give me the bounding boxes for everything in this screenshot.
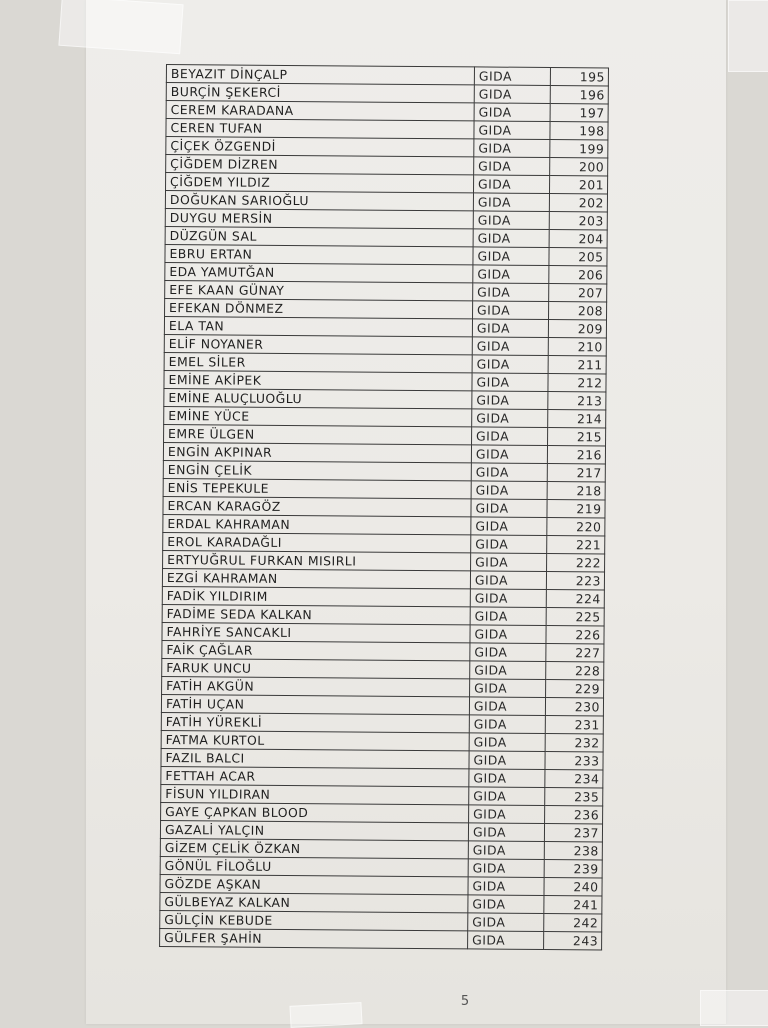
name-cell: ELA TAN	[164, 316, 472, 336]
tape-strip-top-right	[728, 0, 768, 72]
name-cell: EMRE ÜLGEN	[164, 424, 472, 444]
department-cell: GIDA	[468, 931, 544, 950]
number-cell: 215	[548, 428, 606, 446]
department-cell: GIDA	[471, 445, 547, 464]
name-cell: EMİNE ALUÇLUOĞLU	[164, 388, 472, 408]
department-cell: GIDA	[473, 211, 549, 230]
number-cell: 212	[548, 374, 606, 392]
number-cell: 202	[549, 194, 607, 212]
number-cell: 229	[546, 680, 604, 698]
number-cell: 223	[546, 572, 604, 590]
roster-table-body	[160, 65, 609, 950]
name-cell: EFEKAN DÖNMEZ	[165, 298, 473, 318]
name-cell: ERTYUĞRUL FURKAN MISIRLI	[163, 550, 471, 570]
name-cell: GÖNÜL FİLOĞLU	[160, 856, 468, 876]
number-cell: 225	[546, 608, 604, 626]
number-cell: 232	[545, 733, 603, 751]
department-cell: GIDA	[471, 481, 547, 500]
name-cell: ELİF NOYANER	[164, 334, 472, 354]
name-cell: EBRU ERTAN	[165, 244, 473, 264]
number-cell: 196	[550, 86, 608, 104]
number-cell: 217	[547, 464, 605, 482]
department-cell: GIDA	[472, 355, 548, 374]
department-cell: GIDA	[473, 301, 549, 320]
name-cell: FATİH AKGÜN	[162, 676, 470, 696]
department-cell: GIDA	[473, 229, 549, 248]
number-cell: 220	[547, 518, 605, 536]
number-cell: 222	[547, 554, 605, 572]
name-cell: CEREN TUFAN	[166, 119, 474, 139]
number-cell: 199	[550, 140, 608, 158]
name-cell: DÜZGÜN SAL	[165, 226, 473, 246]
number-cell: 241	[544, 895, 602, 913]
number-cell: 228	[546, 662, 604, 680]
number-cell: 195	[550, 68, 608, 86]
department-cell: GIDA	[470, 625, 546, 644]
tape-strip-bottom-right	[700, 990, 768, 1026]
name-cell: FAHRİYE SANCAKLI	[162, 622, 470, 642]
roster-table	[159, 64, 609, 950]
department-cell: GIDA	[472, 319, 548, 338]
department-cell: GIDA	[469, 805, 545, 824]
department-cell: GIDA	[474, 103, 550, 122]
name-cell: EMİNE YÜCE	[164, 406, 472, 426]
number-cell: 203	[549, 212, 607, 230]
number-cell: 209	[548, 320, 606, 338]
department-cell: GIDA	[468, 895, 544, 914]
name-cell: FATMA KURTOL	[161, 730, 469, 750]
department-cell: GIDA	[470, 589, 546, 608]
number-cell: 227	[546, 644, 604, 662]
department-cell: GIDA	[473, 283, 549, 302]
department-cell: GIDA	[471, 463, 547, 482]
department-cell: GIDA	[470, 607, 546, 626]
number-cell: 216	[547, 446, 605, 464]
department-cell: GIDA	[469, 715, 545, 734]
name-cell: EDA YAMUTĞAN	[165, 262, 473, 282]
department-cell: GIDA	[471, 553, 547, 572]
number-cell: 210	[548, 338, 606, 356]
number-cell: 221	[547, 536, 605, 554]
department-cell: GIDA	[472, 409, 548, 428]
department-cell: GIDA	[473, 175, 549, 194]
number-cell: 219	[547, 500, 605, 518]
name-cell: FETTAH ACAR	[161, 766, 469, 786]
number-cell: 238	[544, 841, 602, 859]
name-cell: CEREM KARADANA	[166, 101, 474, 121]
name-cell: BEYAZIT DİNÇALP	[166, 65, 474, 85]
department-cell: GIDA	[474, 157, 550, 176]
number-cell: 204	[549, 230, 607, 248]
tape-strip-bottom-left	[289, 1002, 362, 1028]
name-cell: EMİNE AKİPEK	[164, 370, 472, 390]
name-cell: ERDAL KAHRAMAN	[163, 514, 471, 534]
name-cell: FATİH YÜREKLİ	[161, 712, 469, 732]
name-cell: FAZIL BALCI	[161, 748, 469, 768]
number-cell: 208	[549, 302, 607, 320]
department-cell: GIDA	[469, 733, 545, 752]
number-cell: 218	[547, 482, 605, 500]
number-cell: 213	[548, 392, 606, 410]
page-number: 5	[460, 994, 470, 1009]
department-cell: GIDA	[472, 337, 548, 356]
number-cell: 235	[545, 787, 603, 805]
department-cell: GIDA	[470, 679, 546, 698]
name-cell: ÇİĞDEM DİZREN	[166, 155, 474, 175]
number-cell: 242	[544, 913, 602, 931]
name-cell: GÜLFER ŞAHİN	[160, 928, 468, 948]
name-cell: EFE KAAN GÜNAY	[165, 280, 473, 300]
name-cell: GİZEM ÇELİK ÖZKAN	[160, 838, 468, 858]
department-cell: GIDA	[473, 247, 549, 266]
number-cell: 239	[544, 859, 602, 877]
name-cell: ÇİĞDEM YILDIZ	[166, 173, 474, 193]
tape-strip-top-left	[58, 0, 183, 54]
number-cell: 201	[549, 176, 607, 194]
department-cell: GIDA	[469, 697, 545, 716]
number-cell: 231	[545, 715, 603, 733]
number-cell: 243	[544, 931, 602, 949]
department-cell: GIDA	[470, 643, 546, 662]
number-cell: 224	[546, 590, 604, 608]
number-cell: 233	[545, 751, 603, 769]
number-cell: 198	[550, 122, 608, 140]
department-cell: GIDA	[470, 661, 546, 680]
number-cell: 206	[549, 266, 607, 284]
name-cell: ENİS TEPEKULE	[163, 478, 471, 498]
name-cell: ERCAN KARAGÖZ	[163, 496, 471, 516]
number-cell: 226	[546, 626, 604, 644]
department-cell: GIDA	[474, 139, 550, 158]
number-cell: 230	[545, 698, 603, 716]
name-cell: GÜLBEYAZ KALKAN	[160, 892, 468, 912]
department-cell: GIDA	[473, 265, 549, 284]
name-cell: DOĞUKAN SARIOĞLU	[165, 191, 473, 211]
number-cell: 205	[549, 248, 607, 266]
name-cell: ÇİÇEK ÖZGENDİ	[166, 137, 474, 157]
name-cell: EZGİ KAHRAMAN	[162, 568, 470, 588]
department-cell: GIDA	[469, 751, 545, 770]
number-cell: 197	[550, 104, 608, 122]
number-cell: 236	[545, 805, 603, 823]
name-cell: FARUK UNCU	[162, 658, 470, 678]
department-cell: GIDA	[468, 841, 544, 860]
name-cell: GÜLÇİN KEBUDE	[160, 910, 468, 930]
name-cell: FADİK YILDIRIM	[162, 586, 470, 606]
name-cell: GAZALİ YALÇIN	[160, 820, 468, 840]
name-cell: FATİH UÇAN	[161, 694, 469, 714]
department-cell: GIDA	[469, 787, 545, 806]
name-cell: GÖZDE AŞKAN	[160, 874, 468, 894]
department-cell: GIDA	[468, 913, 544, 932]
department-cell: GIDA	[474, 121, 550, 140]
number-cell: 240	[544, 877, 602, 895]
name-cell: BURÇİN ŞEKERCİ	[166, 83, 474, 103]
name-cell: FİSUN YILDIRAN	[161, 784, 469, 804]
number-cell: 200	[550, 158, 608, 176]
name-cell: EMEL SİLER	[164, 352, 472, 372]
department-cell: GIDA	[471, 499, 547, 518]
department-cell: GIDA	[468, 823, 544, 842]
table-row	[160, 928, 602, 949]
department-cell: GIDA	[473, 193, 549, 212]
name-cell: FAİK ÇAĞLAR	[162, 640, 470, 660]
department-cell: GIDA	[468, 877, 544, 896]
department-cell: GIDA	[470, 571, 546, 590]
number-cell: 214	[548, 410, 606, 428]
department-cell: GIDA	[472, 373, 548, 392]
name-cell: EROL KARADAĞLI	[163, 532, 471, 552]
name-cell: ENGİN AKPINAR	[163, 442, 471, 462]
number-cell: 234	[545, 769, 603, 787]
department-cell: GIDA	[468, 859, 544, 878]
name-cell: ENGİN ÇELİK	[163, 460, 471, 480]
department-cell: GIDA	[472, 427, 548, 446]
department-cell: GIDA	[472, 391, 548, 410]
number-cell: 211	[548, 356, 606, 374]
department-cell: GIDA	[469, 769, 545, 788]
number-cell: 237	[544, 823, 602, 841]
name-cell: DUYGU MERSİN	[165, 208, 473, 228]
department-cell: GIDA	[471, 517, 547, 536]
department-cell: GIDA	[471, 535, 547, 554]
name-cell: FADİME SEDA KALKAN	[162, 604, 470, 624]
number-cell: 207	[549, 284, 607, 302]
name-cell: GAYE ÇAPKAN BLOOD	[161, 802, 469, 822]
department-cell: GIDA	[474, 67, 550, 86]
department-cell: GIDA	[474, 85, 550, 104]
